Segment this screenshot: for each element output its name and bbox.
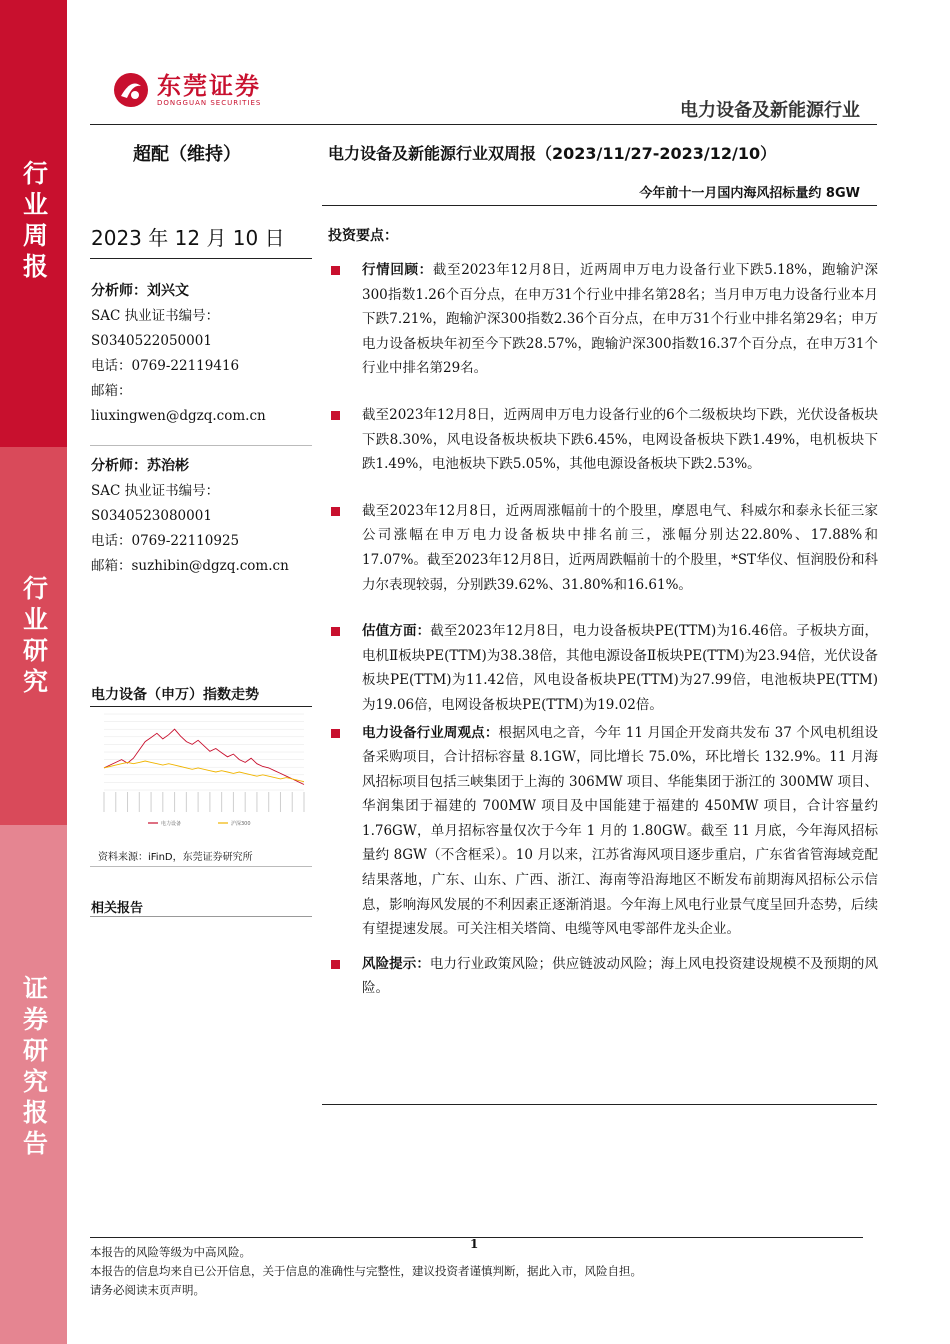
chart-title-divider [90,706,312,707]
bullet-square-icon [331,266,340,275]
key-point-text: 截至2023年12月8日，近两周申万电力设备行业的6个二级板块均下跌，光伏设备板块下跌8.30%，风电设备板块板块下跌6.45%，电网设备板块下跌1.49%，电机板块下跌1.49%，电池板块下跌5.05%，其他电源设备板块下跌2.53%。 [362,406,878,473]
company-logo [113,72,261,108]
analyst-card-1 [91,279,266,429]
footer-divider [90,1237,863,1238]
logo-text-en: DONGGUAN SECURITIES [157,99,262,107]
analyst-email[interactable]: liuxingwen@dgzq.com.cn [91,408,266,424]
key-point [328,619,878,717]
bullet-square-icon [331,627,340,636]
key-point [328,258,878,381]
page-number: 1 [470,1237,479,1251]
rating: 超配（维持） [133,144,241,165]
industry-name: 电力设备及新能源行业 [680,100,860,121]
key-point-text: 根据风电之音，今年 11 月国企开发商共发布 37 个风电机组设备采购项目，合计招标容量 8.1GW，同比增长 75.0%，环比增长 132.9%。11 月海风招标项目包括三峡集团于上海的 306MW 项目、华能集团于浙江的 300MW 项目、华润集团于福建的 700MW 项目及中国能建于福建的 450MW 项目，合计容量约 1.76GW，单月招标容量仅次于今年 1 月的 1.80GW。截至 11 月底，今年海风招标量约 8GW（不含框采）。10 月以来，江苏省海风项目逐步重启，广东省省管海域竞配结果落地，广东、山东、广西、浙江、海南等沿海地区不断发布前期海风招标公示信息，影响海风发展的不利因素正逐渐消退。今年海上风电行业景气度呈回升态势，后续有望提速发展。可关注相关塔筒、电缆等风电零部件龙头企业。 [362,724,878,938]
analyst-phone: 电话：0769-22119416 [91,358,240,374]
chart-legend-label: 沪深300 [231,821,251,827]
report-title: 电力设备及新能源行业双周报（2023/11/27-2023/12/10） [328,144,777,163]
key-point-lead: 估值方面： [362,623,431,640]
key-point-lead: 电力设备行业周观点： [362,724,499,741]
key-point [328,721,878,942]
key-point-lead: 行情回顾： [362,262,433,278]
chart-legend-label: 电力设备 [161,821,182,827]
report-date: 2023 年 12 月 10 日 [91,226,285,250]
logo-mark-icon [113,72,149,108]
bullet-square-icon [331,729,340,738]
related-divider [90,916,312,917]
analyst-cert-label: SAC 执业证书编号： [91,308,220,324]
header-divider [90,124,877,125]
sidebar-label-weekly: 行业周报 [19,160,49,284]
analyst-name: 分析师：刘兴文 [91,283,189,299]
chart-lines [104,729,304,784]
analyst-phone: 电话：0769-22110925 [91,533,240,549]
source-divider [90,866,312,867]
key-points-title: 投资要点： [328,228,398,244]
date-divider [90,258,312,259]
key-point-lead: 风险提示： [362,955,430,972]
chart-series-line-2 [104,761,304,782]
analyst-cert: S0340523080001 [91,508,212,524]
logo-text-cn: 东莞证券 [157,71,261,100]
key-point-text: 电力行业政策风险；供应链波动风险；海上风电投资建设规模不及预期的风险。 [362,955,878,997]
analyst-email[interactable]: 邮箱：suzhibin@dgzq.com.cn [91,558,289,574]
chart-series-line-1 [104,729,304,784]
sidebar [0,0,67,1344]
sidebar-segment-report [0,825,67,1344]
bullet-square-icon [331,507,340,516]
chart-title: 电力设备（申万）指数走势 [91,687,259,703]
analyst-email-label: 邮箱： [91,383,132,399]
analyst-name: 分析师：苏治彬 [91,458,189,474]
bullet-square-icon [331,960,340,969]
key-points-list [328,258,878,1001]
sidebar-label-report: 证券研究报告 [19,975,49,1161]
analyst-divider [90,445,312,446]
sidebar-label-research: 行业研究 [19,575,49,699]
bullet-square-icon [331,411,340,420]
key-point-text: 截至2023年12月8日，近两周涨幅前十的个股里，摩恩电气、科威尔和泰永长征三家公司涨幅在申万电力设备板块中排名前三，涨幅分别达22.80%、17.88%和17.07%。截至2023年12月8日，近两周跌幅前十的个股里，*ST华仪、恒润股份和科力尔表现较弱，分别跌39.62%、31.80%和16.61%。 [362,502,878,593]
related-reports-heading: 相关报告 [91,901,144,916]
subtitle-divider [322,205,877,206]
key-point [328,499,878,597]
footer-line: 本报告的信息均来自已公开信息，关于信息的准确性与完整性，建议投资者谨慎判断，据此入市，风险自担。 [90,1264,642,1278]
index-trend-chart [90,710,312,835]
analyst-cert: S0340522050001 [91,333,212,349]
content-end-divider [322,1104,877,1105]
key-point-text: 截至2023年12月8日，近两周申万电力设备行业下跌5.18%，跑输沪深300指数1.26个百分点，在申万31个行业中排名第28名；当月申万电力设备行业本月下跌7.21%，跑输沪深300指数2.36个百分点，在申万31个行业中排名第29名；申万电力设备板块年初至今下跌28.57%，跑输沪深300指数16.37个百分点，在申万31个行业中排名第29名。 [362,262,878,377]
footer-disclaimer [90,1243,642,1300]
key-point [328,952,878,1001]
footer-line: 请务必阅读末页声明。 [90,1283,205,1297]
analyst-cert-label: SAC 执业证书编号： [91,483,220,499]
key-point-text: 截至2023年12月8日，电力设备板块PE(TTM)为16.46倍。子板块方面，电机Ⅱ板块PE(TTM)为38.38倍，其他电源设备Ⅱ板块PE(TTM)为23.94倍，光伏设备板块PE(TTM)为11.42倍，风电设备板块PE(TTM)为27.99倍，电池板块PE(TTM)为19.06倍，电网设备板块PE(TTM)为19.02倍。 [362,623,878,713]
chart-source: 资料来源：iFinD，东莞证券研究所 [98,852,253,863]
sidebar-segment-weekly [0,0,67,447]
sidebar-segment-research [0,447,67,825]
report-subtitle: 今年前十一月国内海风招标量约 8GW [639,186,860,201]
footer-line: 本报告的风险等级为中高风险。 [90,1245,251,1259]
analyst-card-2 [91,454,289,579]
chart-legend [148,820,251,827]
key-point [328,403,878,477]
chart-grid [104,714,304,812]
